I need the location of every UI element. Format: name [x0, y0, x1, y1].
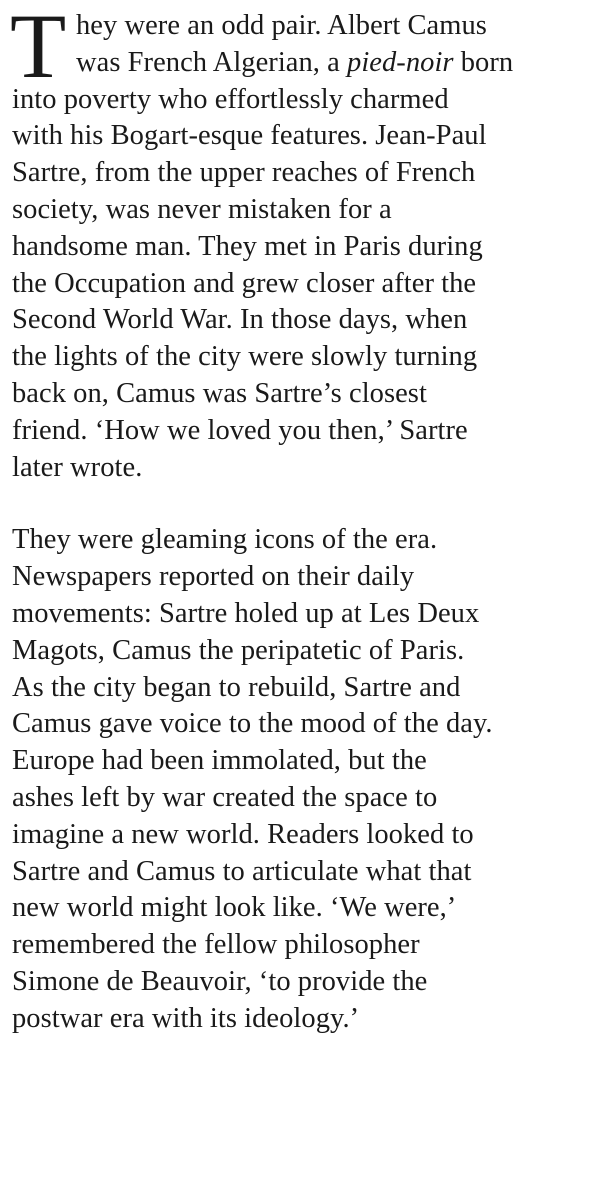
paragraph-1-line	[12, 229, 586, 266]
text-span: back on, Camus was Sartre’s closest	[12, 377, 427, 409]
text-span: hey were an odd pair. Albert Camus	[76, 10, 487, 41]
text-span: As the city began to rebuild, Sartre and	[12, 671, 461, 703]
paragraph-2-line	[12, 964, 586, 1001]
paragraph-2	[12, 522, 586, 1037]
paragraph-2-line	[12, 817, 586, 854]
text-span: the Occupation and grew closer after the	[12, 267, 477, 299]
paragraph-2-line	[12, 927, 586, 964]
text-span: Europe had been immolated, but the	[12, 745, 427, 777]
text-span: Newspapers reported on their daily	[12, 561, 415, 593]
paragraph-1-line	[12, 155, 586, 192]
text-span: into poverty who effortlessly charmed	[12, 83, 449, 115]
text-span: Sartre, from the upper reaches of French	[12, 157, 476, 189]
paragraph-2-line	[12, 670, 586, 707]
paragraph-1-line	[12, 192, 586, 229]
paragraph-2-line	[12, 743, 586, 780]
paragraph-2-line	[12, 780, 586, 817]
paragraph-2-line	[12, 706, 586, 743]
paragraph-1-line	[12, 45, 586, 82]
paragraph-1-line	[12, 376, 586, 413]
paragraph-1-line	[12, 450, 586, 487]
text-span: remembered the fellow philosopher	[12, 929, 420, 961]
text-span: movements: Sartre holed up at Les Deux	[12, 597, 480, 629]
text-span: friend. ‘How we loved you then,’ Sartre	[12, 414, 468, 446]
text-span: Second World War. In those days, when	[12, 304, 468, 336]
text-span: imagine a new world. Readers looked to	[12, 818, 474, 850]
paragraph-1-line	[12, 302, 586, 339]
text-span: Simone de Beauvoir, ‘to provide the	[12, 965, 428, 997]
paragraph-2-line	[12, 1001, 586, 1038]
text-span: handsome man. They met in Paris during	[12, 230, 483, 262]
italic-term: pied-noir	[347, 46, 454, 78]
paragraph-2-line	[12, 633, 586, 670]
paragraph-1	[10, 0, 586, 486]
paragraph-1-line	[12, 82, 586, 119]
text-span: ashes left by war created the space to	[12, 781, 438, 813]
text-span: society, was never mistaken for a	[12, 193, 392, 225]
paragraph-1-line	[12, 339, 586, 376]
text-span: new world might look like. ‘We were,’	[12, 892, 457, 924]
paragraph-spacer	[12, 486, 586, 522]
article-body	[10, 0, 586, 1038]
text-span: with his Bogart-esque features. Jean-Paul	[12, 120, 487, 152]
paragraph-1-line	[12, 8, 586, 45]
paragraph-2-line	[12, 854, 586, 891]
text-span: the lights of the city were slowly turning	[12, 341, 478, 373]
text-span: Camus gave voice to the mood of the day.	[12, 708, 493, 740]
text-span: was French Algerian, a	[76, 46, 348, 78]
text-span: later wrote.	[12, 451, 143, 483]
paragraph-2-line	[12, 890, 586, 927]
paragraph-2-line	[12, 596, 586, 633]
paragraph-2-line	[12, 559, 586, 596]
paragraph-1-line	[12, 118, 586, 155]
text-span: Magots, Camus the peripatetic of Paris.	[12, 634, 465, 666]
paragraph-2-line	[12, 522, 586, 559]
drop-cap: T	[10, 0, 67, 97]
text-span: Sartre and Camus to articulate what that	[12, 855, 472, 887]
text-span: postwar era with its ideology.’	[12, 1002, 360, 1034]
text-span: They were gleaming icons of the era.	[12, 524, 438, 556]
paragraph-1-line	[12, 266, 586, 303]
paragraph-1-line	[12, 413, 586, 450]
text-span: born	[453, 46, 514, 78]
